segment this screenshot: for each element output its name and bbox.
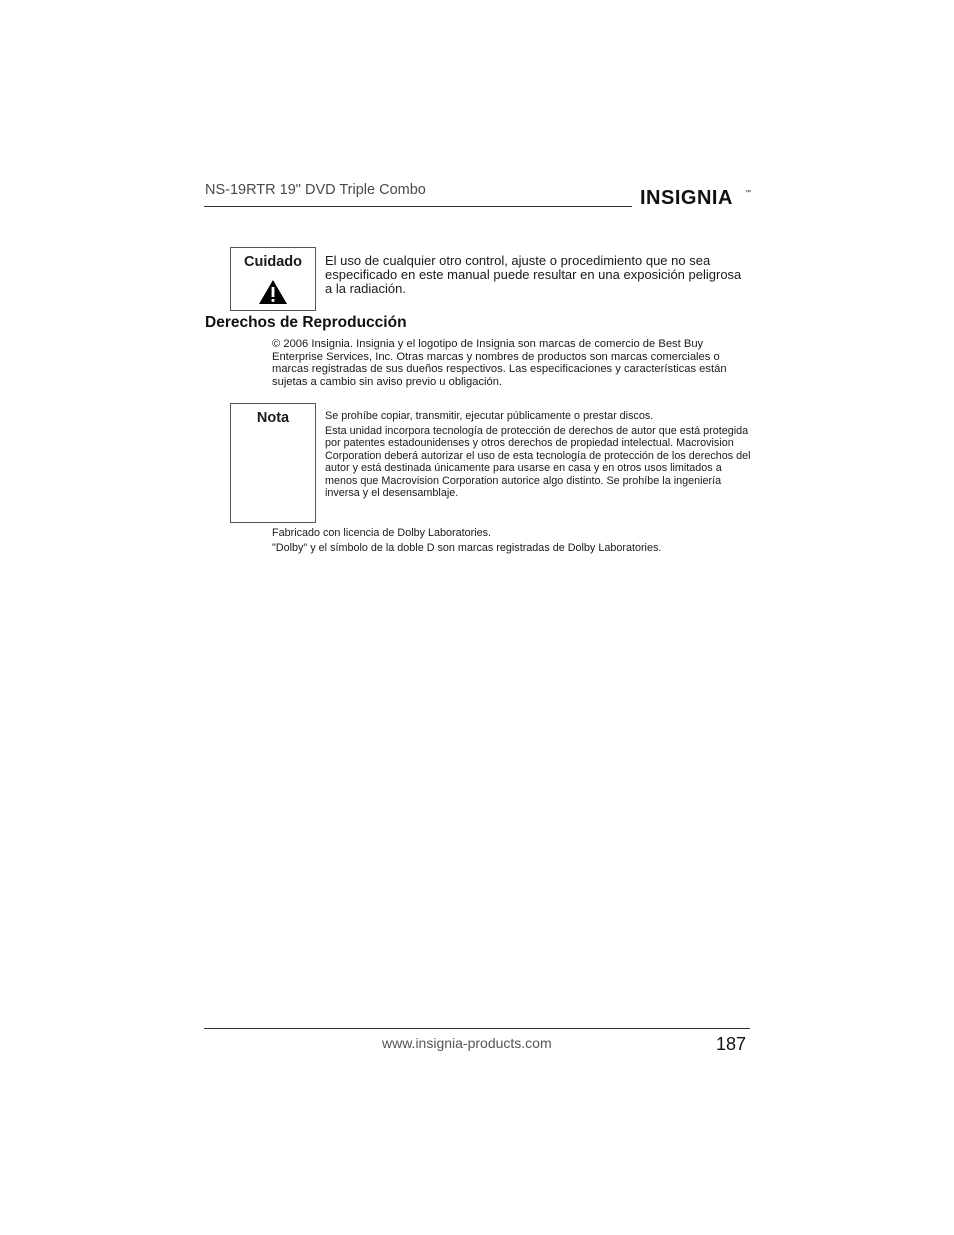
caution-label: Cuidado	[244, 254, 302, 270]
warning-triangle-icon	[258, 279, 288, 305]
section-heading: Derechos de Reproducción	[205, 314, 407, 331]
note-paragraph-2: Esta unidad incorpora tecnología de protección de derechos de autor que está protegida por patentes estadounidenses y otros derechos de propiedad intelectual. Macrovision Corporation deberá autorizar el uso de esta tecnología de protección de los derechos del autor y está destinada únicamente para usarse en casa y en otros usos limitados a menos que Macrovision Corporation autorice algo distinto. Se prohíbe la ingeniería inversa y el desensamblaje.	[325, 425, 751, 500]
note-paragraph-1: Se prohíbe copiar, transmitir, ejecutar públicamente o prestar discos.	[325, 410, 654, 422]
logo-text: INSIGNIA	[640, 187, 733, 209]
caution-box	[230, 247, 316, 311]
note-box	[230, 403, 316, 523]
header-rule	[204, 206, 632, 207]
license-line-1: Fabricado con licencia de Dolby Laboratories.	[272, 527, 492, 539]
insignia-logo	[638, 178, 752, 212]
copyright-paragraph: © 2006 Insignia. Insignia y el logotipo de Insignia son marcas de comercio de Best Buy Enterprise Services, Inc. Otras marcas y nombres de productos son marcas comerciales o marcas registradas de sus dueños respectivos. Las especificaciones y características están sujetas a cambio sin aviso previo u obligación.	[272, 338, 727, 388]
caution-text: El uso de cualquier otro control, ajuste o procedimiento que no sea especificado en este manual puede resultar en una exposición peligrosa a la radiación.	[325, 253, 742, 297]
note-label: Nota	[256, 410, 290, 426]
footer-url[interactable]: www.insignia-products.com	[382, 1035, 552, 1051]
license-line-2: "Dolby" y el símbolo de la doble D son marcas registradas de Dolby Laboratories.	[272, 542, 662, 554]
logo-trademark: ™	[745, 190, 751, 196]
page-number: 187	[716, 1034, 747, 1054]
header-title: NS-19RTR 19" DVD Triple Combo	[205, 182, 426, 198]
footer-rule	[204, 1028, 750, 1029]
